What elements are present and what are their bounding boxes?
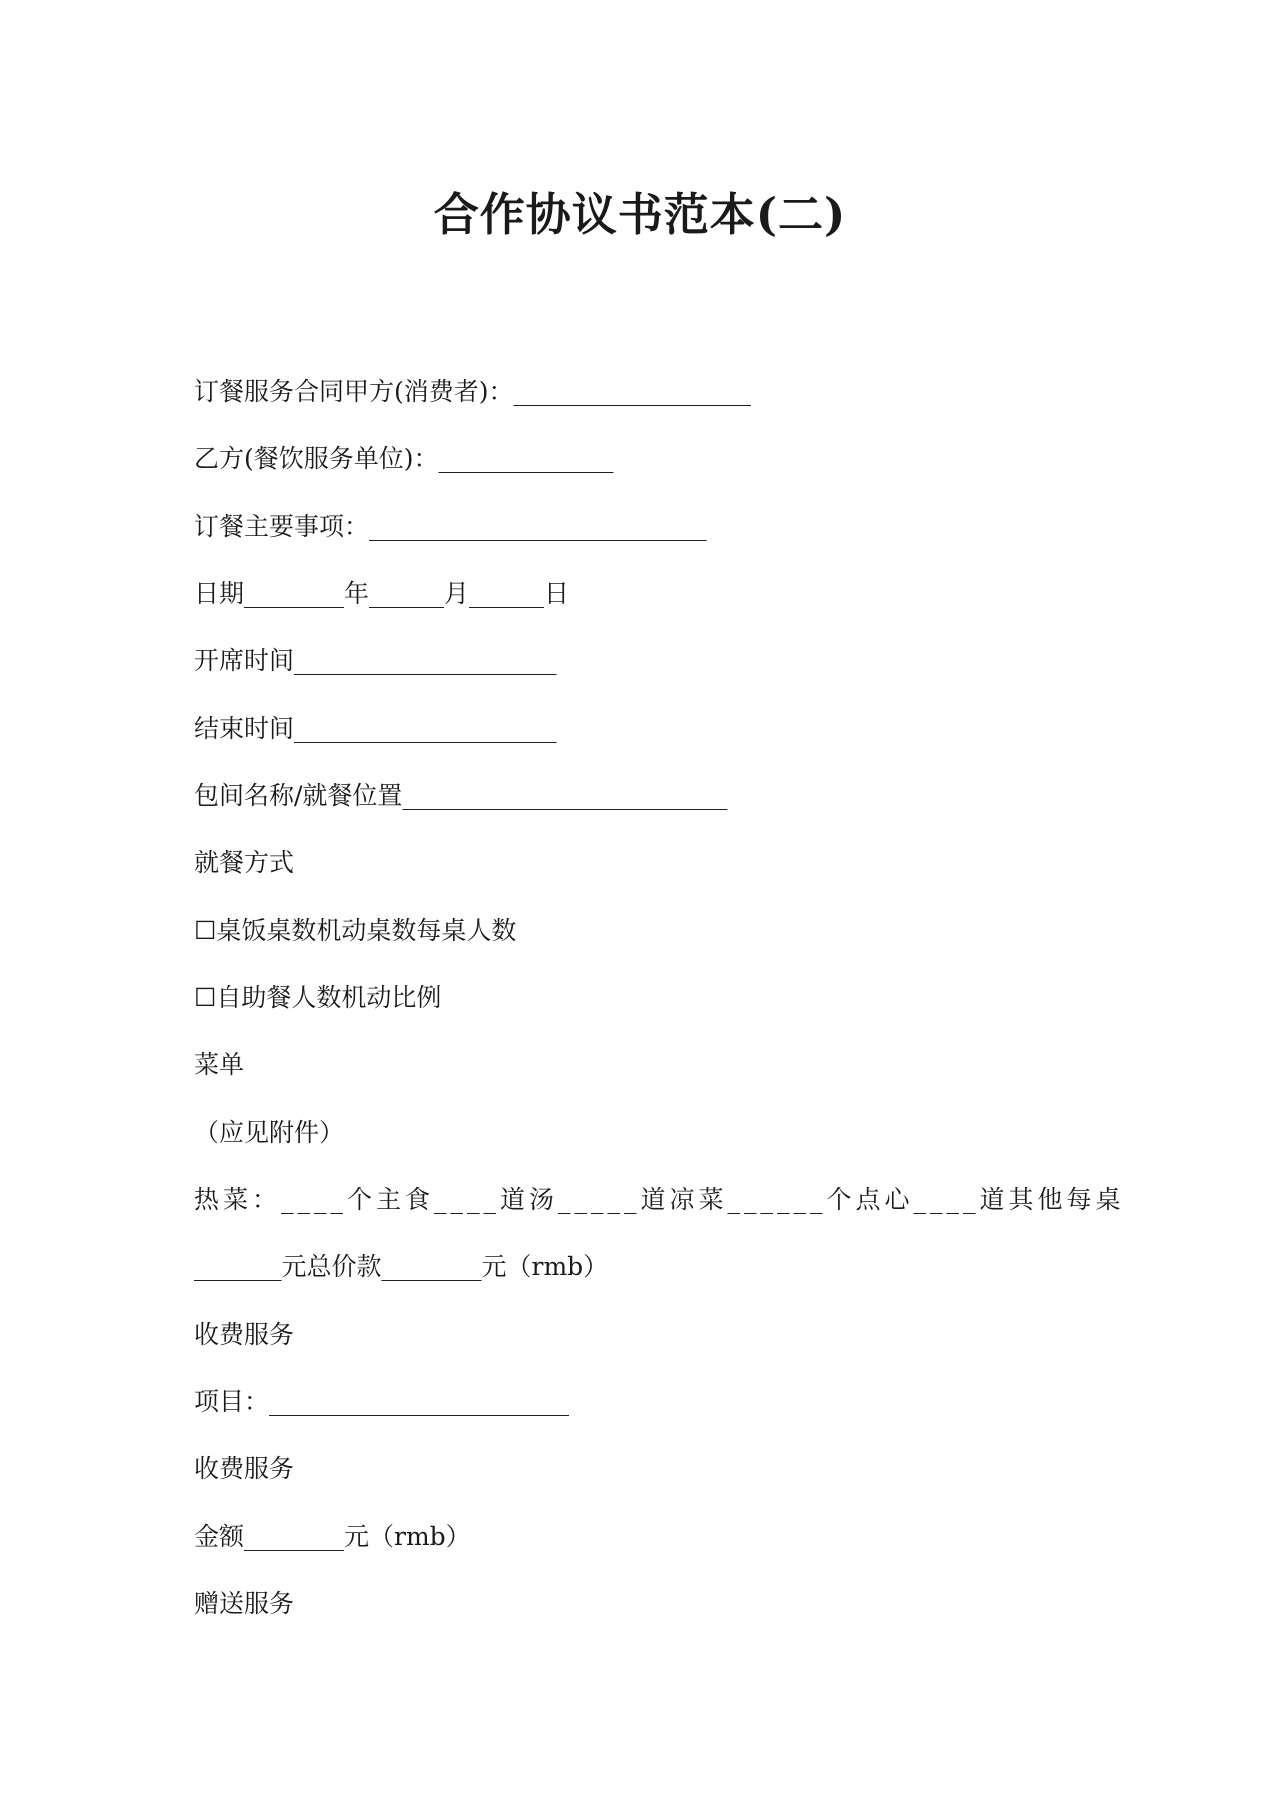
- line-paid-service: 收费服务: [194, 1320, 295, 1349]
- line-option-table: ☐桌饭桌数机动桌数每桌人数: [194, 916, 517, 945]
- line-party-a: 订餐服务合同甲方(消费者)：___________________: [194, 377, 752, 406]
- line-end-time: 结束时间_____________________: [194, 714, 557, 743]
- line-menu: 菜单: [194, 1050, 245, 1079]
- document-title: 合作协议书范本(二): [433, 188, 847, 241]
- line-amount: 金额________元（rmb）: [194, 1522, 471, 1551]
- line-room-name: 包间名称/就餐位置__________________________: [194, 781, 728, 810]
- line-see-attachment: （应见附件）: [194, 1118, 345, 1147]
- line-dishes: 热菜：____个主食____道汤_____道凉菜______个点心____道其他每桌: [194, 1185, 1125, 1214]
- line-paid-service-2: 收费服务: [194, 1454, 295, 1483]
- line-free-service: 赠送服务: [194, 1589, 295, 1618]
- line-total-price: _______元总价款________元（rmb）: [194, 1252, 609, 1281]
- line-item: 项目：________________________: [194, 1387, 570, 1416]
- line-dining-method: 就餐方式: [194, 848, 295, 877]
- line-start-time: 开席时间_____________________: [194, 646, 557, 675]
- line-party-b: 乙方(餐饮服务单位)：______________: [194, 444, 614, 473]
- line-main-matters: 订餐主要事项：___________________________: [194, 512, 707, 541]
- line-date: 日期________年______月______日: [194, 579, 570, 608]
- line-option-buffet: ☐自助餐人数机动比例: [194, 983, 442, 1012]
